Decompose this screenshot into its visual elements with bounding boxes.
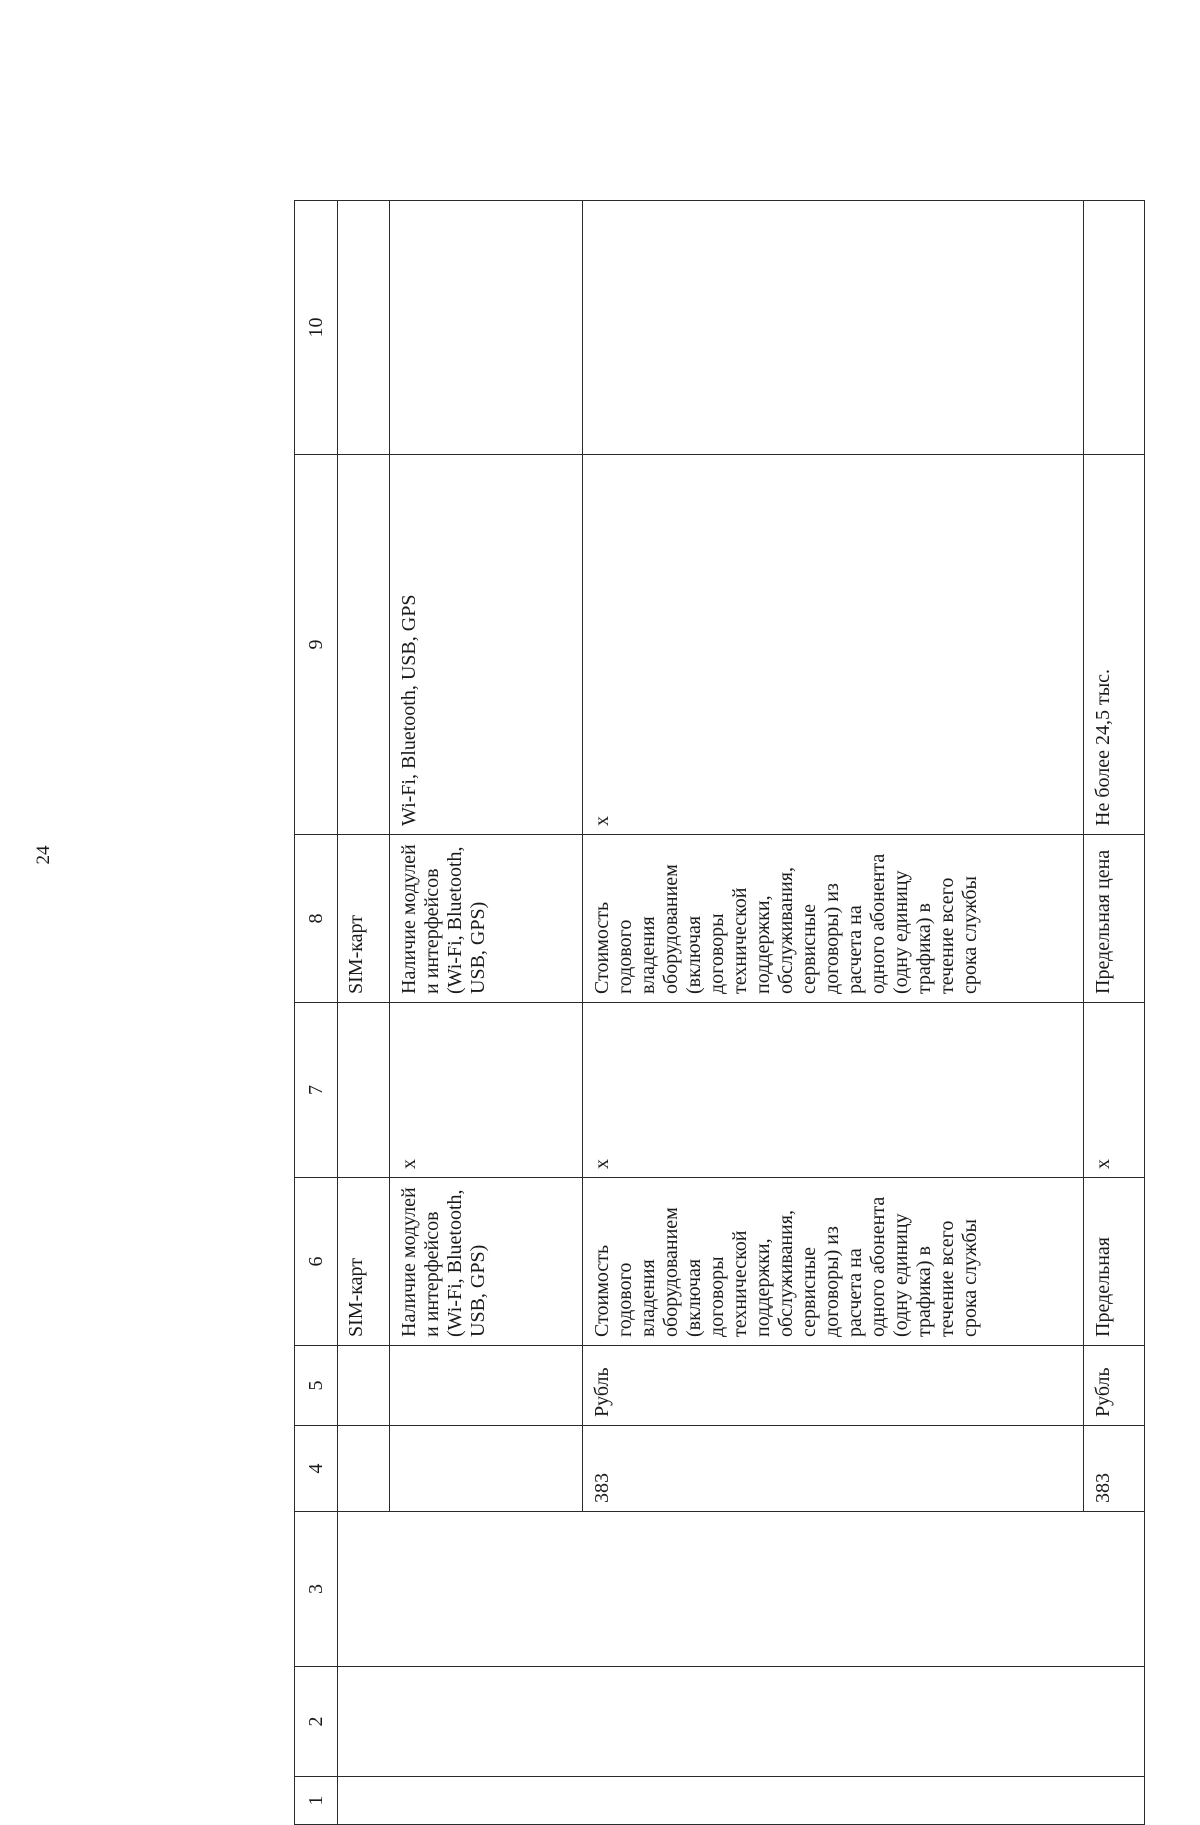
table-cell: Наличие модулей и интерфейсов (Wi-Fi, Bluetooth, USB, GPS) bbox=[390, 1178, 583, 1346]
column-header: 6 bbox=[295, 1178, 338, 1346]
table-cell: Рубль bbox=[1084, 1346, 1145, 1426]
column-header: 3 bbox=[295, 1512, 338, 1667]
table-cell bbox=[1084, 201, 1145, 455]
table-cell bbox=[583, 201, 1084, 455]
table-cell: SIM-карт bbox=[338, 835, 390, 1003]
table-cell: 383 bbox=[583, 1426, 1084, 1512]
table-cell-merged bbox=[338, 1512, 1145, 1667]
column-header: 8 bbox=[295, 835, 338, 1003]
table-cell bbox=[338, 1346, 390, 1426]
table-cell: Рубль bbox=[583, 1346, 1084, 1426]
column-header: 1 bbox=[295, 1777, 338, 1825]
table-cell bbox=[390, 1346, 583, 1426]
specification-table-wrapper bbox=[294, 201, 1128, 1825]
column-header: 4 bbox=[295, 1426, 338, 1512]
table-cell-merged bbox=[338, 1667, 1145, 1777]
table-cell: Предельная цена bbox=[1084, 835, 1145, 1003]
table-cell: х bbox=[583, 455, 1084, 835]
table-cell bbox=[390, 1426, 583, 1512]
table-cell bbox=[338, 201, 390, 455]
table-row bbox=[338, 201, 390, 1825]
table-cell: Не более 24,5 тыс. bbox=[1084, 455, 1145, 835]
table-cell: Стоимость годового владения оборудованием (включая договоры технической поддержки, обслуживания, сервисные договоры) из расчета на одного абонента (одну единицу трафика) в течение всего срока службы bbox=[583, 1178, 1084, 1346]
table-cell bbox=[338, 455, 390, 835]
table-cell: х bbox=[390, 1003, 583, 1178]
table-cell: 383 bbox=[1084, 1426, 1145, 1512]
column-header: 7 bbox=[295, 1003, 338, 1178]
table-cell: SIM-карт bbox=[338, 1178, 390, 1346]
page-number: 24 bbox=[33, 845, 54, 865]
header-row bbox=[295, 201, 338, 1825]
table-cell bbox=[338, 1426, 390, 1512]
column-header: 5 bbox=[295, 1346, 338, 1426]
column-header: 2 bbox=[295, 1667, 338, 1777]
table-cell: Wi-Fi, Bluetooth, USB, GPS bbox=[390, 455, 583, 835]
table-cell: х bbox=[1084, 1003, 1145, 1178]
table-cell: х bbox=[583, 1003, 1084, 1178]
table-cell-merged bbox=[338, 1777, 1145, 1825]
specification-table bbox=[294, 200, 1145, 1825]
table-cell: Предельная bbox=[1084, 1178, 1145, 1346]
column-header: 9 bbox=[295, 455, 338, 835]
table-cell bbox=[338, 1003, 390, 1178]
table-cell bbox=[390, 201, 583, 455]
table-cell: Наличие модулей и интерфейсов (Wi-Fi, Bluetooth, USB, GPS) bbox=[390, 835, 583, 1003]
column-header: 10 bbox=[295, 201, 338, 455]
table-cell: Стоимость годового владения оборудованием (включая договоры технической поддержки, обслуживания, сервисные договоры) из расчета на одного абонента (одну единицу трафика) в течение всего срока службы bbox=[583, 835, 1084, 1003]
